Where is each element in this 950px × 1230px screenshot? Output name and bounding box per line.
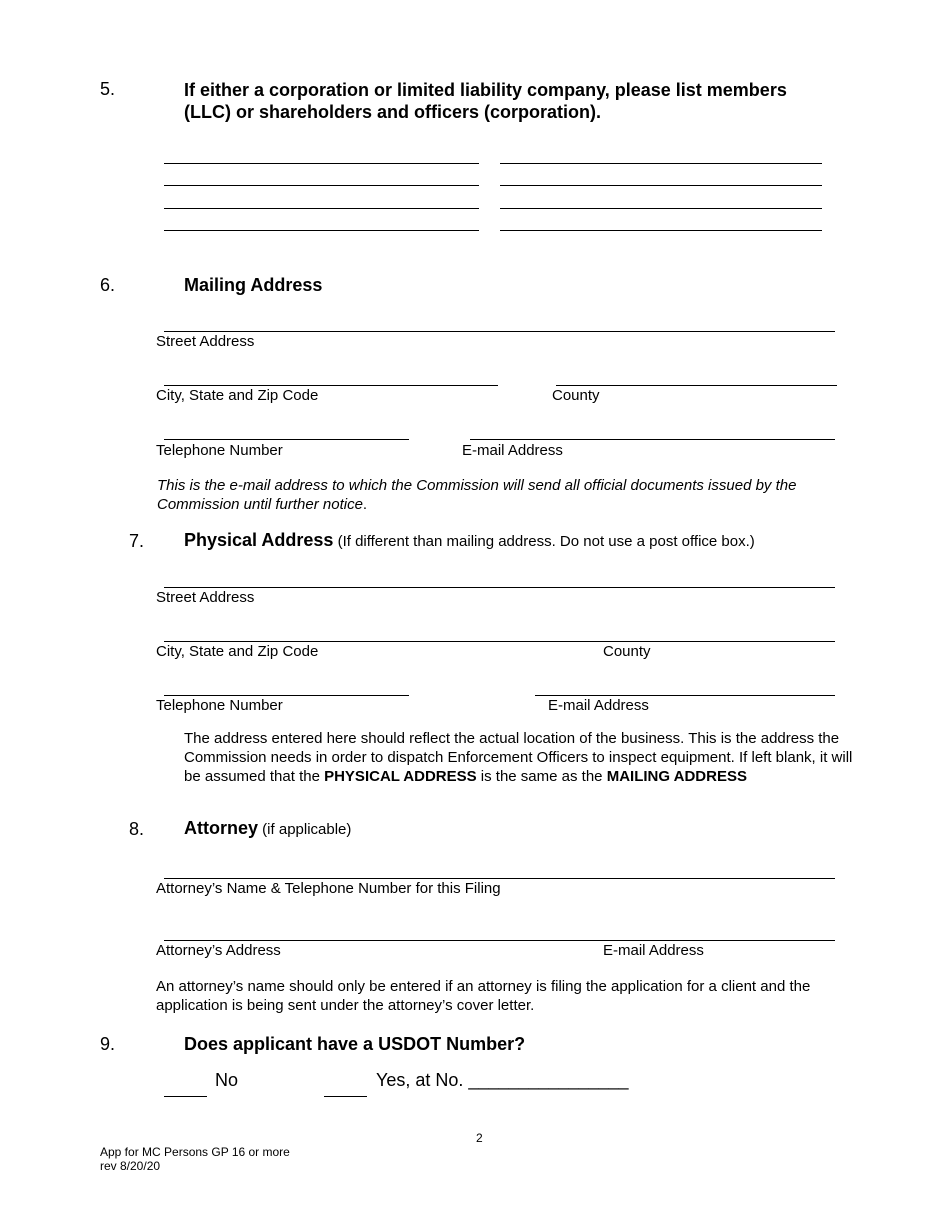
member-line-4-right[interactable] [500, 230, 822, 231]
physical-note-text-1: The address entered here should reflect the actual location of the business. This is the address the Commission needs in order to dispatch Enforcement Officers to inspect equipment. If left blank, it will be assumed that the [184, 730, 853, 785]
mailing-email-label: E-mail Address [462, 442, 563, 459]
section-5-title-line-1: If either a corporation or limited liability company, please list members [184, 80, 787, 100]
page-number: 2 [476, 1131, 483, 1145]
footer-form-info [100, 1145, 290, 1173]
physical-address-note [184, 729, 856, 786]
attorney-address-field[interactable] [164, 940, 835, 941]
member-line-4-left[interactable] [164, 230, 479, 231]
section-7-subtitle: (If different than mailing address. Do not use a post office box.) [333, 533, 755, 550]
section-8-number: 8. [129, 819, 145, 839]
physical-email-label: E-mail Address [548, 697, 649, 714]
attorney-name-label: Attorney’s Name & Telephone Number for this Filing [156, 880, 501, 897]
member-line-3-right[interactable] [500, 208, 822, 209]
member-line-1-left[interactable] [164, 163, 479, 164]
physical-note-bold-1: PHYSICAL ADDRESS [324, 768, 477, 785]
mailing-email-note-end: . [362, 496, 368, 513]
member-line-2-right[interactable] [500, 185, 822, 186]
usdot-yes-label[interactable]: Yes, at No. ________________ [376, 1070, 629, 1090]
section-9-title: Does applicant have a USDOT Number? [184, 1034, 526, 1054]
section-8-title [184, 818, 351, 839]
footer-form-name: App for MC Persons GP 16 or more [100, 1145, 290, 1159]
member-line-3-left[interactable] [164, 208, 479, 209]
mailing-email-field[interactable] [470, 439, 835, 440]
attorney-email-label: E-mail Address [603, 942, 704, 959]
section-6-title: Mailing Address [184, 275, 323, 295]
section-6-number: 6. [100, 275, 116, 295]
physical-email-field[interactable] [535, 695, 835, 696]
physical-street-label: Street Address [156, 589, 255, 606]
mailing-city-field[interactable] [164, 385, 498, 386]
attorney-address-label: Attorney’s Address [156, 942, 281, 959]
mailing-email-note-italic: This is the e-mail address to which the Commission will send all official documents issued by the Commission until further notice [157, 477, 797, 513]
physical-phone-field[interactable] [164, 695, 409, 696]
physical-note-text-2: is the same as the [476, 768, 607, 785]
usdot-yes-blank[interactable] [324, 1096, 367, 1097]
physical-street-field[interactable] [164, 587, 835, 588]
mailing-street-field[interactable] [164, 331, 835, 332]
physical-city-label: City, State and Zip Code [156, 643, 319, 660]
footer-revision: rev 8/20/20 [100, 1159, 161, 1173]
attorney-note: An attorney’s name should only be entered if an attorney is filing the application for a client and the application is being sent under the attorney’s cover letter. [156, 978, 811, 1014]
usdot-no-label: No [215, 1070, 239, 1090]
section-7-title [184, 530, 755, 551]
physical-city-county-field[interactable] [164, 641, 835, 642]
section-5-title [184, 79, 787, 123]
attorney-name-field[interactable] [164, 878, 835, 879]
section-5-number: 5. [100, 79, 116, 99]
mailing-phone-field[interactable] [164, 439, 409, 440]
mailing-phone-label: Telephone Number [156, 442, 283, 459]
member-line-1-right[interactable] [500, 163, 822, 164]
usdot-no-blank[interactable] [164, 1096, 207, 1097]
section-7-title-main: Physical Address [184, 530, 334, 550]
physical-phone-label: Telephone Number [156, 697, 283, 714]
mailing-email-note [157, 476, 837, 514]
section-5-title-line-2: (LLC) or shareholders and officers (corporation). [184, 102, 602, 122]
mailing-street-label: Street Address [156, 333, 255, 350]
mailing-county-label: County [552, 387, 600, 404]
section-7-number: 7. [129, 531, 145, 551]
section-8-subtitle: (if applicable) [258, 821, 352, 838]
physical-note-bold-2: MAILING ADDRESS [606, 768, 747, 785]
member-line-2-left[interactable] [164, 185, 479, 186]
physical-county-label: County [603, 643, 651, 660]
mailing-county-field[interactable] [556, 385, 837, 386]
section-8-title-main: Attorney [184, 818, 259, 838]
section-9-number: 9. [100, 1034, 116, 1054]
mailing-city-label: City, State and Zip Code [156, 387, 319, 404]
